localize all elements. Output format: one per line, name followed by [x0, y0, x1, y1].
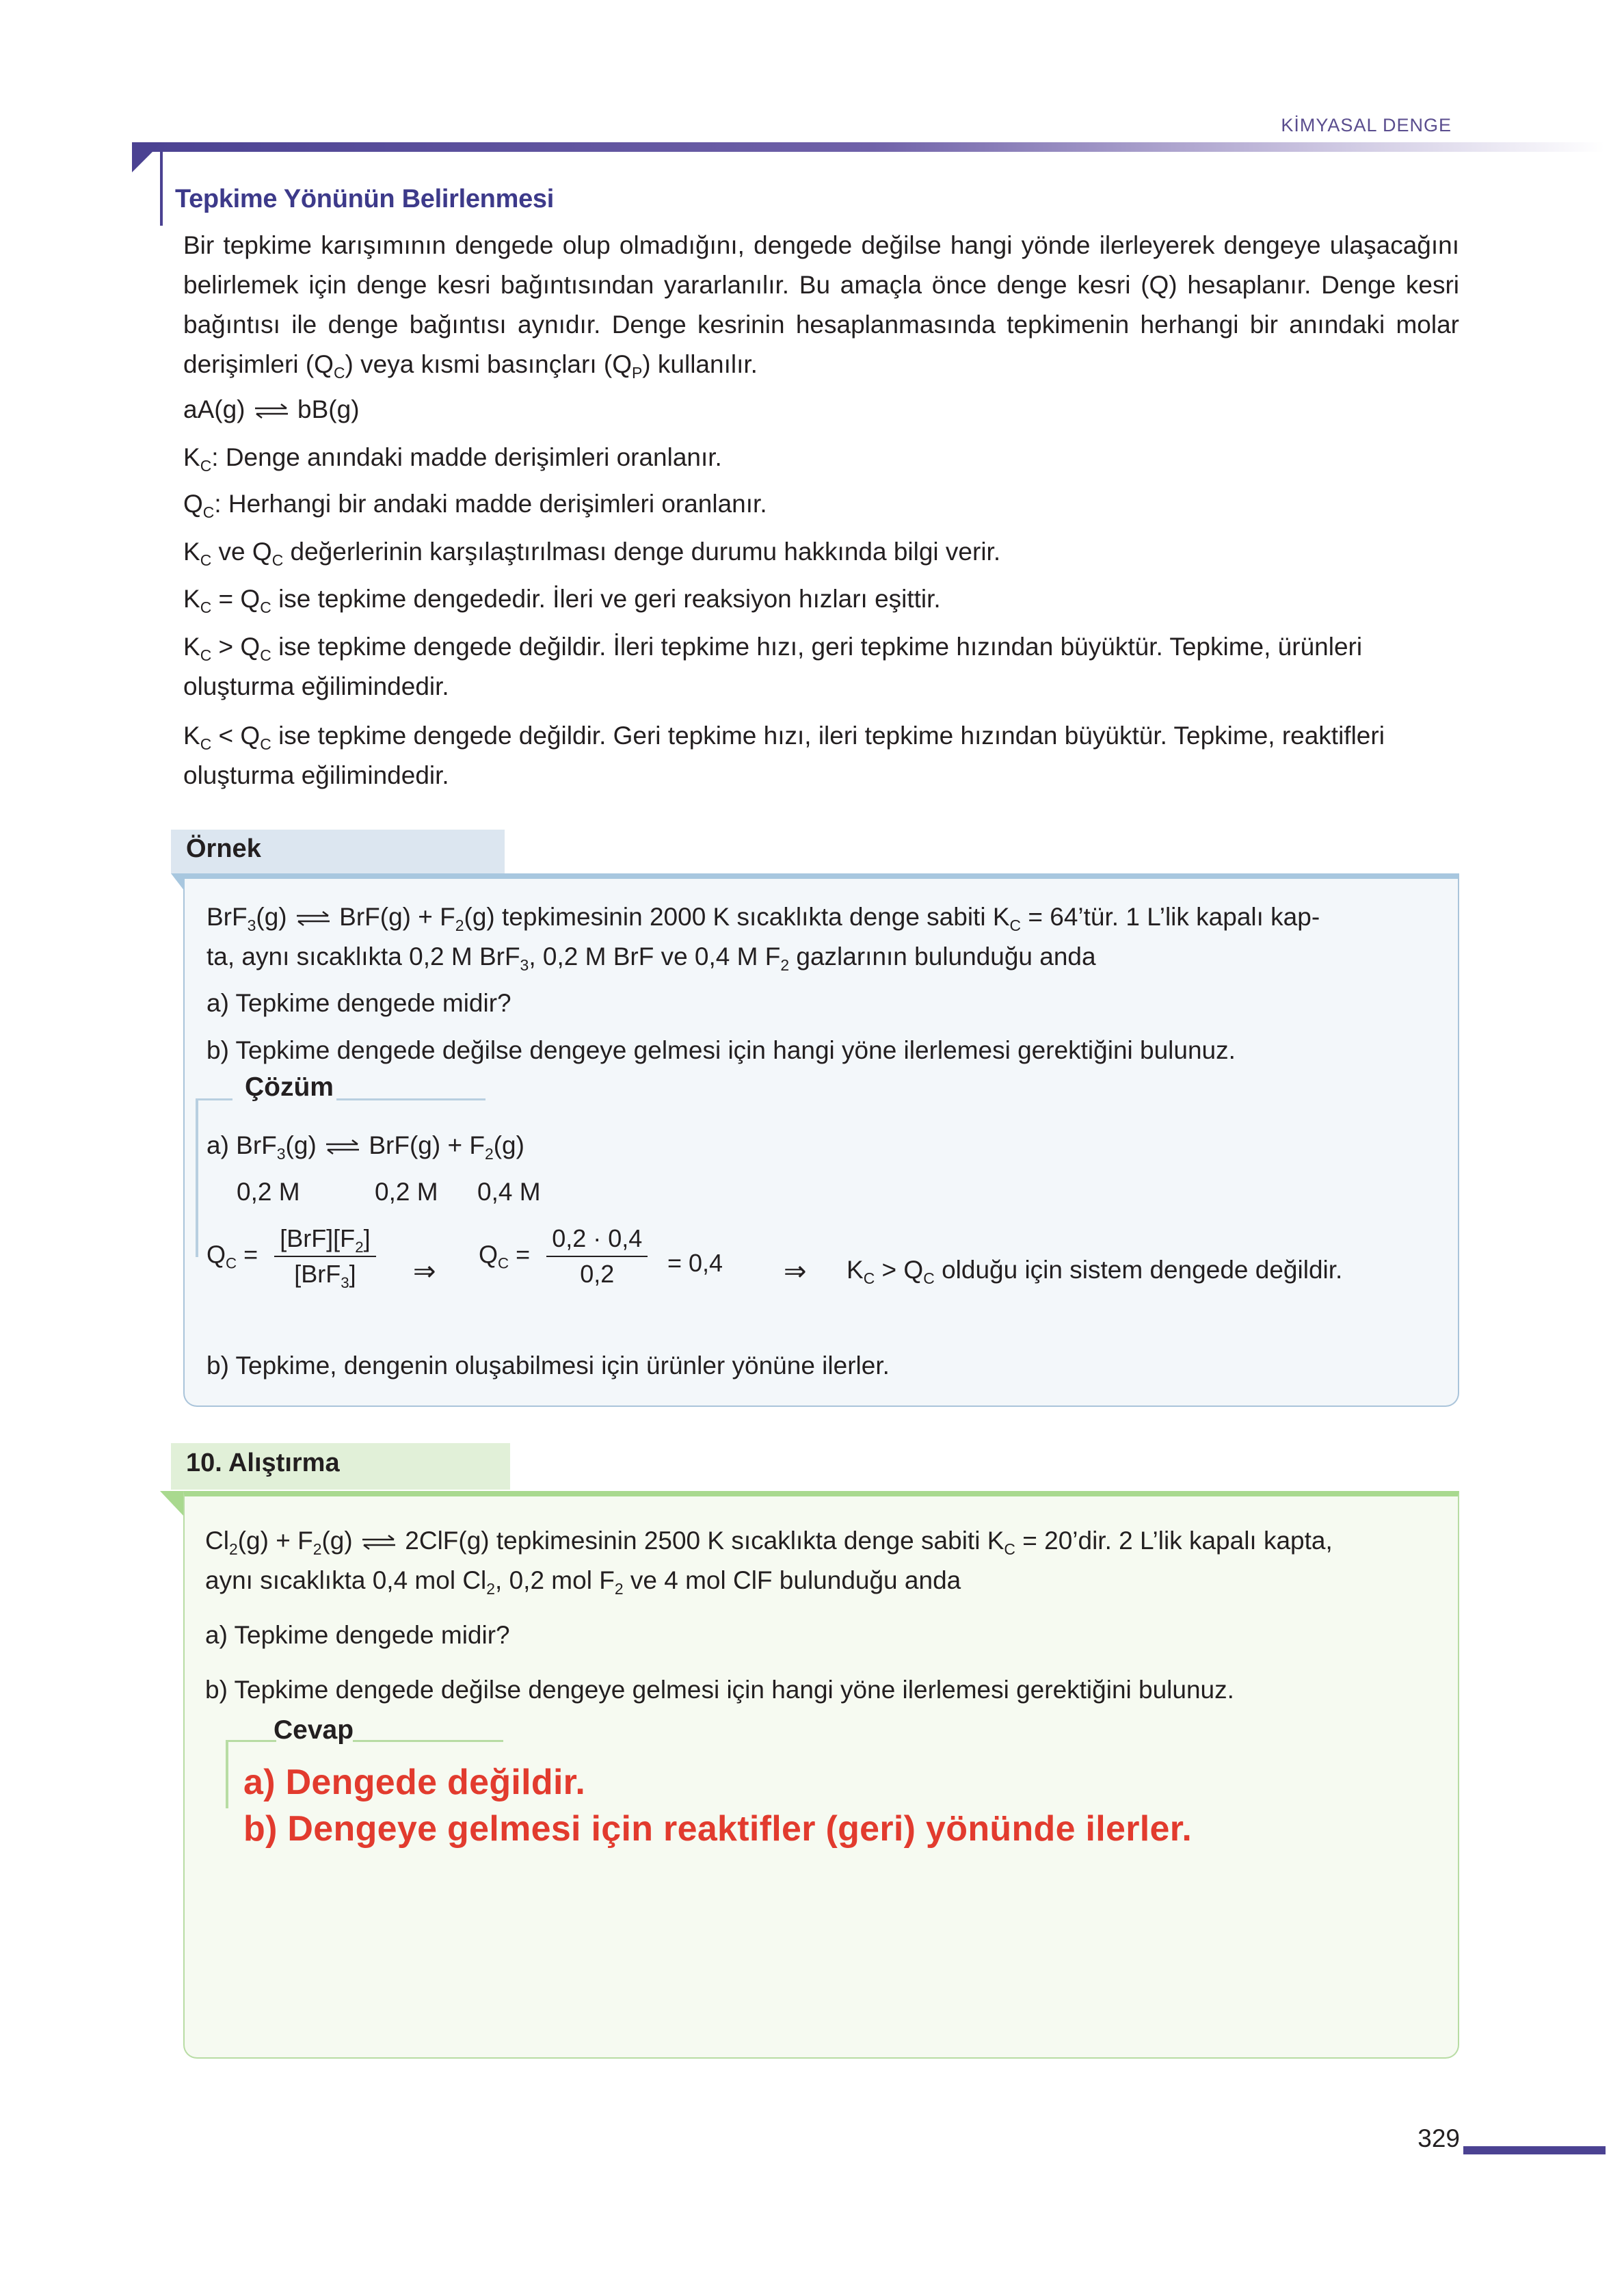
example-question-line2: ta, aynı sıcaklıkta 0,2 M BrF$_3$, 0,2 M BrF ve 0,4 M $F_2$ gazlarının bulunduğu anda [207, 942, 1096, 975]
equilibrium-arrow-icon [323, 1139, 362, 1155]
footer-bar [1463, 2146, 1606, 2154]
less-case-cont: oluşturma eğilimindedir. [183, 761, 449, 789]
solution-b: b) Tepkime, dengenin oluşabilmesi için ürünler yönüne ilerler. [207, 1351, 890, 1380]
solution-bracket [196, 1098, 198, 1257]
equilibrium-arrow-icon [360, 1534, 398, 1550]
concentration-brf3: 0,2 M [237, 1178, 300, 1206]
section-title: Tepkime Yönünün Belirlenmesi [175, 185, 554, 213]
header-bar [132, 142, 1605, 152]
chapter-title: KİMYASAL DENGE [1281, 115, 1452, 135]
greater-case-cont: oluşturma eğilimindedir. [183, 672, 449, 700]
exercise-label: 10. Alıştırma [186, 1449, 340, 1477]
answer-label: Cevap [274, 1715, 354, 1745]
compare-line: $K_C$ ve $Q_C$ değerlerinin karşılaştırılması denge durumu hakkında bilgi verir. [183, 538, 1001, 570]
example-question-a: a) Tepkime dengede midir? [207, 989, 511, 1017]
greater-case: $K_C > Q_C$ ise tepkime dengede değildir. İleri tepkime hızı, geri tepkime hızından büyüktür. Tepkime, ürünleri [183, 633, 1363, 665]
qc-value-fraction: $\frac{0,2 \cdot 0,4}{0,2}$ [546, 1224, 648, 1289]
section-marker [160, 152, 163, 226]
solution-rule-right [336, 1098, 485, 1100]
equilibrium-arrow-icon [252, 403, 291, 419]
intro-paragraph: Bir tepkime karışımının dengede olup olmadığını, dengede değilse hangi yönde ilerleyerek dengeye ulaşacağını belirlemek için denge kesri bağıntısından yararlanılır. Bu amaçla önce denge kesri (Q) hesaplanır. Denge kesri bağıntısı ile denge bağıntısı aynıdır. Denge kesrinin hesaplanmasında tepkimenin herhangi bir anındaki molar derişimleri $(Q_C)$ veya kısmi basınçları $(Q_P)$ kullanılır. [183, 231, 1459, 382]
qc-result: = 0,4 [667, 1249, 723, 1277]
answer-rule-left [228, 1740, 276, 1742]
solution-reaction: a) BrF$_3$(g) $BrF(g) + F_2(g)$ [207, 1131, 524, 1163]
answer-rule-right [353, 1740, 503, 1742]
concentration-f2: 0,4 M [477, 1178, 541, 1206]
answer-bracket [226, 1740, 228, 1808]
exercise-question-line2: aynı sıcaklıkta 0,4 mol $Cl_2$, 0,2 mol $F_2$ ve 4 mol ClF bulunduğu anda [205, 1566, 961, 1598]
example-label: Örnek [186, 834, 261, 863]
header-corner [132, 142, 162, 172]
exercise-corner [160, 1491, 183, 1516]
example-corner [171, 873, 185, 891]
exercise-question-b: b) Tepkime dengede değilse dengeye gelmesi için hangi yöne ilerlemesi gerektiğini bulunuz. [205, 1676, 1234, 1704]
exercise-question-a: a) Tepkime dengede midir? [205, 1621, 510, 1649]
equal-case: $K_C = Q_C$ ise tepkime dengededir. İleri ve geri reaksiyon hızları eşittir. [183, 585, 941, 617]
implies-arrow-2: ⇒ [784, 1256, 807, 1286]
example-question-b: b) Tepkime dengede değilse dengeye gelmesi için hangi yöne ilerlemesi gerektiğini bulunuz. [207, 1036, 1236, 1064]
answer-a: a) Dengede değildir. [243, 1763, 586, 1802]
kc-definition: $K_C$: Denge anındaki madde derişimleri oranlanır. [183, 443, 722, 475]
page-number: 329 [1417, 2124, 1460, 2152]
qc-calculation: $Q_C$ = $\frac{0,2 \cdot 0,4}{0,2}$ [479, 1224, 648, 1289]
solution-rule-left [198, 1098, 232, 1100]
qc-definition: $Q_C$: Herhangi bir andaki madde derişimleri oranlanır. [183, 490, 767, 522]
solution-label: Çözüm [245, 1072, 334, 1102]
exercise-question-line1: $Cl_2(g) + F_2(g)$ 2ClF(g) tepkimesinin 2500 K sıcaklıkta denge sabiti $K_C$ = 20’dir. 2 L’lik kapalı kapta, [205, 1527, 1333, 1559]
concentration-brf: 0,2 M [375, 1178, 438, 1206]
solution-conclusion: $K_C > Q_C$ olduğu için sistem dengede değildir. [847, 1256, 1343, 1288]
example-question-line1: BrF$_3$(g) $BrF(g) + F_2(g)$ tepkimesinin 2000 K sıcaklıkta denge sabiti $K_C$ = 64’tür. 1 L’lik kapalı kap- [207, 903, 1320, 935]
answer-b: b) Dengeye gelmesi için reaktifler (geri) yönünde ilerler. [243, 1809, 1193, 1849]
equilibrium-arrow-icon [294, 910, 332, 927]
implies-arrow-1: ⇒ [413, 1256, 436, 1286]
less-case: $K_C < Q_C$ ise tepkime dengede değildir. Geri tepkime hızı, ileri tepkime hızından büyüktür. Tepkime, reaktifleri [183, 722, 1385, 754]
qc-formula-fraction: $\frac{[BrF][F_2]}{[BrF_3]}$ [274, 1224, 375, 1289]
qc-expression: $Q_C$ = $\frac{[BrF][F_2]}{[BrF_3]}$ [207, 1224, 376, 1289]
general-reaction: aA(g) bB(g) [183, 395, 360, 423]
